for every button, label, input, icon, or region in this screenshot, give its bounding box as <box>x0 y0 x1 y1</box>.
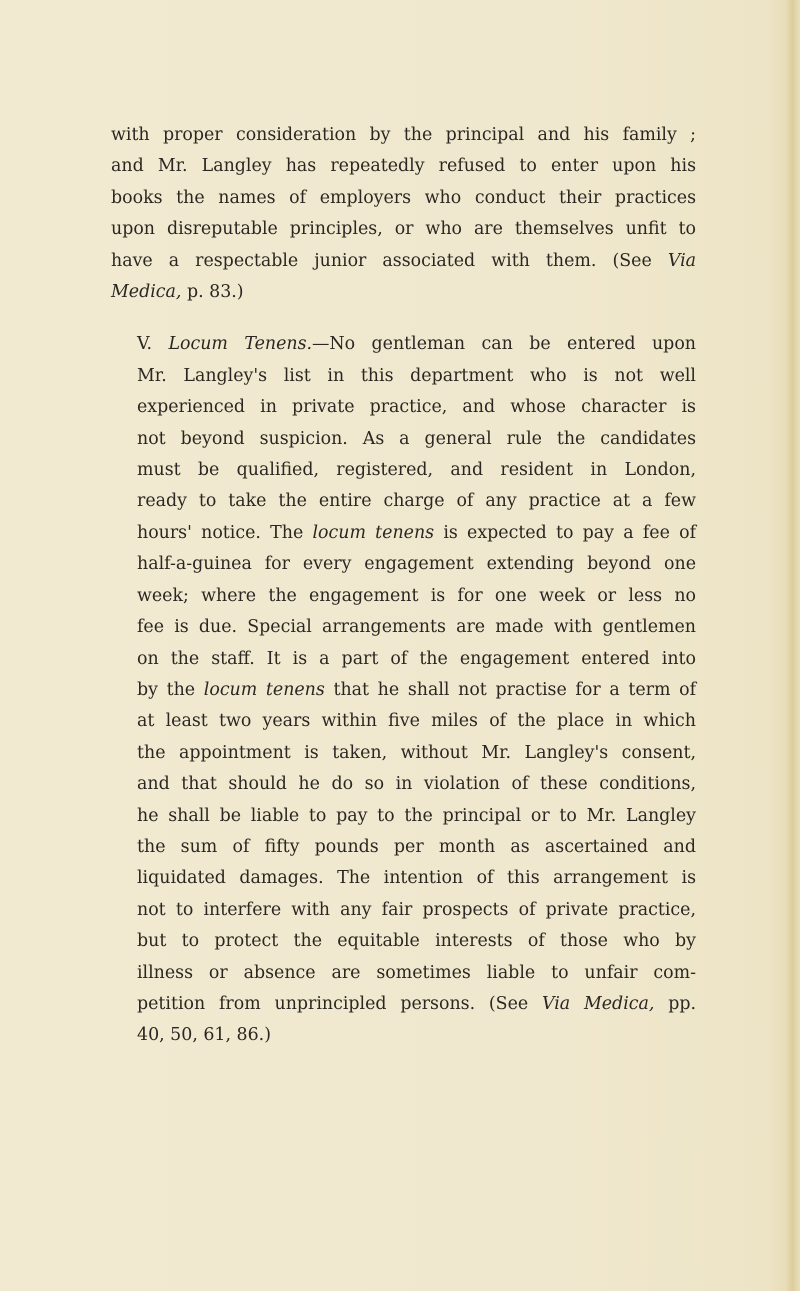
page-edge-shadow <box>786 0 800 1291</box>
text-run: and that should he do so in violation of these conditions, <box>137 774 696 795</box>
text-run: 40, 50, 61, 86.) <box>137 1025 271 1046</box>
text-run: liquidated damages. The intention of this arrangement is <box>137 868 696 889</box>
italic-text: Locum Tenens. <box>168 334 313 355</box>
text-line <box>111 644 696 675</box>
text-run: at least two years within five miles of the place in which <box>137 711 696 732</box>
text-run: not beyond suspicion. As a general rule the candidates <box>137 428 696 449</box>
text-line <box>111 832 696 863</box>
text-line <box>111 801 696 832</box>
paragraph <box>111 120 696 308</box>
text-run: must be qualified, registered, and resident in London, <box>137 460 696 481</box>
text-line <box>111 392 696 423</box>
page-text <box>111 120 696 1052</box>
italic-text: locum tenens <box>203 679 325 700</box>
italic-text: Medica, <box>111 282 182 303</box>
text-line <box>111 738 696 769</box>
text-run: he shall be liable to pay to the principal or to Mr. Langley <box>137 805 696 826</box>
text-run: week; where the engagement is for one week or less no <box>137 585 696 606</box>
text-line <box>111 675 696 706</box>
paragraph <box>111 329 696 1051</box>
text-run: with proper consideration by the principal and his family ; <box>111 125 696 145</box>
text-run: petition from unprincipled persons. (See <box>137 993 542 1014</box>
text-run: books the names of employers who conduct their practices <box>111 187 696 208</box>
text-line <box>111 769 696 800</box>
text-line <box>111 151 696 182</box>
text-run: V. <box>137 334 169 355</box>
text-run: but to protect the equitable interests of those who by <box>137 931 696 952</box>
text-line <box>111 895 696 926</box>
text-line <box>111 863 696 894</box>
text-run: experienced in private practice, and whose character is <box>137 397 696 418</box>
text-run: is expected to pay a fee of <box>434 522 697 543</box>
italic-text: locum tenens <box>312 522 435 543</box>
text-line <box>111 926 696 957</box>
text-line <box>111 277 696 308</box>
text-run: that he shall not practise for a term of <box>324 679 697 700</box>
text-line <box>111 706 696 737</box>
text-run: the sum of fifty pounds per month as ascertained and <box>137 836 696 857</box>
text-line <box>111 183 696 214</box>
text-run: the appointment is taken, without Mr. Langley's consent, <box>137 742 696 763</box>
text-line <box>111 120 696 151</box>
text-line <box>111 989 696 1020</box>
text-line <box>111 518 696 549</box>
text-line <box>111 958 696 989</box>
text-run: half-a-guinea for every engagement extending beyond one <box>137 554 696 575</box>
text-run: ready to take the entire charge of any practice at a few <box>137 491 696 512</box>
text-run: on the staff. It is a part of the engagement entered into <box>137 648 696 669</box>
text-run: not to interfere with any fair prospects of private practice, <box>137 899 696 920</box>
text-run: p. 83.) <box>181 282 244 303</box>
text-run: pp. <box>654 993 696 1014</box>
text-line <box>111 612 696 643</box>
text-line <box>111 361 696 392</box>
italic-text: Via <box>667 250 696 271</box>
text-line <box>111 486 696 517</box>
text-run: have a respectable junior associated with them. (See <box>111 250 668 271</box>
italic-text: Via Medica, <box>541 993 655 1014</box>
text-run: —No gentleman can be entered upon <box>312 334 696 355</box>
text-line <box>111 455 696 486</box>
text-line <box>111 214 696 245</box>
text-run: hours' notice. The <box>137 522 313 543</box>
text-line <box>111 424 696 455</box>
text-line <box>111 581 696 612</box>
text-run: by the <box>137 679 204 700</box>
text-run: fee is due. Special arrangements are made with gentlemen <box>137 617 696 638</box>
text-run: Mr. Langley's list in this department who is not well <box>137 365 696 386</box>
text-run: illness or absence are sometimes liable to unfair com- <box>137 962 696 983</box>
text-line <box>111 1020 696 1051</box>
text-run: and Mr. Langley has repeatedly refused to enter upon his <box>111 156 696 177</box>
text-line <box>111 549 696 580</box>
text-line <box>111 246 696 277</box>
text-line <box>111 329 696 360</box>
text-run: upon disreputable principles, or who are themselves unfit to <box>111 219 696 240</box>
